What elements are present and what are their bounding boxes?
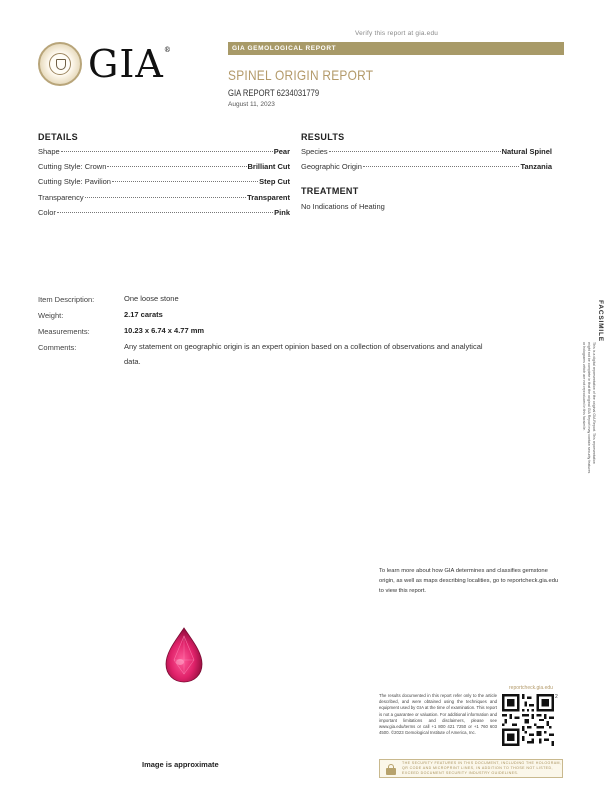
details-row-pavilion: Cutting Style: Pavilion Step Cut (38, 177, 290, 186)
item-description-value: One loose stone (124, 294, 179, 303)
security-notice: THE SECURITY FEATURES IN THIS DOCUMENT, INCLUDING THE HOLOGRAM, QR CODE AND MICROPRINT LINES, IN ADDITION TO THOSE NOT LISTED, EXCEED DOCUMENT SECURITY INDUSTRY GUIDELINES. (379, 759, 563, 778)
verify-link[interactable]: Verify this report at gia.edu (355, 30, 439, 37)
lock-icon (386, 764, 396, 774)
item-description-label: Item Description: (38, 295, 95, 304)
weight-value: 2.17 carats (124, 310, 163, 319)
reportcheck-link[interactable]: reportcheck.gia.edu (509, 685, 553, 691)
results-heading: RESULTS (301, 132, 345, 142)
gia-logo (38, 42, 172, 86)
report-date: August 11, 2023 (228, 101, 275, 108)
report-banner: GIA GEMOLOGICAL REPORT (228, 42, 564, 55)
results-row-origin: Geographic Origin Tanzania (301, 162, 552, 171)
image-approximate-caption: Image is approximate (142, 760, 219, 769)
details-row-shape: Shape Pear (38, 147, 290, 156)
details-heading: DETAILS (38, 132, 78, 142)
learn-more-text: To learn more about how GIA determines and classifies gemstone origin, as well as maps describing localities, go to reportcheck.gia.edu to view this report. (379, 568, 559, 594)
details-row-transparency: Transparency Transparent (38, 193, 290, 202)
weight-label: Weight: (38, 311, 64, 320)
results-row-species: Species Natural Spinel (301, 147, 552, 156)
treatment-heading: TREATMENT (301, 186, 359, 196)
qr-code-icon[interactable] (502, 694, 554, 746)
disclaimer-text: The results documented in this report refer only to the article described, and were obtained using the techniques and equipment used by GIA at the time of examination. This report is not a guarantee or valuation. For additional information and important limitations and disclaimers, please see www.gia.edu/terms or call +1 800 421 7250 or +1 760 603 4500. ©2023 Gemological Institute of America, Inc. (379, 693, 497, 736)
qr-number: 2 (555, 694, 558, 700)
facsimile-notice: FACSIMILE This is a digital representation of the original GIA Report. This representation might not be complete in that the original GIA Report may contain security features or holograms which are not reproduced in this facsimile. (582, 300, 604, 474)
report-number: GIA REPORT 6234031779 (228, 88, 320, 98)
measurements-label: Measurements: (38, 327, 90, 336)
gia-seal-icon (38, 42, 82, 86)
gia-wordmark: GIA® (88, 42, 172, 86)
comments-value: Any statement on geographic origin is an expert opinion based on a collection of observations and analytical data. (124, 342, 483, 366)
details-row-crown: Cutting Style: Crown Brilliant Cut (38, 162, 290, 171)
report-title: SPINEL ORIGIN REPORT (228, 67, 374, 83)
treatment-text: No Indications of Heating (301, 202, 385, 211)
comments-label: Comments: (38, 343, 77, 352)
details-row-color: Color Pink (38, 208, 290, 217)
gem-image (164, 626, 204, 689)
measurements-value: 10.23 x 6.74 x 4.77 mm (124, 326, 205, 335)
